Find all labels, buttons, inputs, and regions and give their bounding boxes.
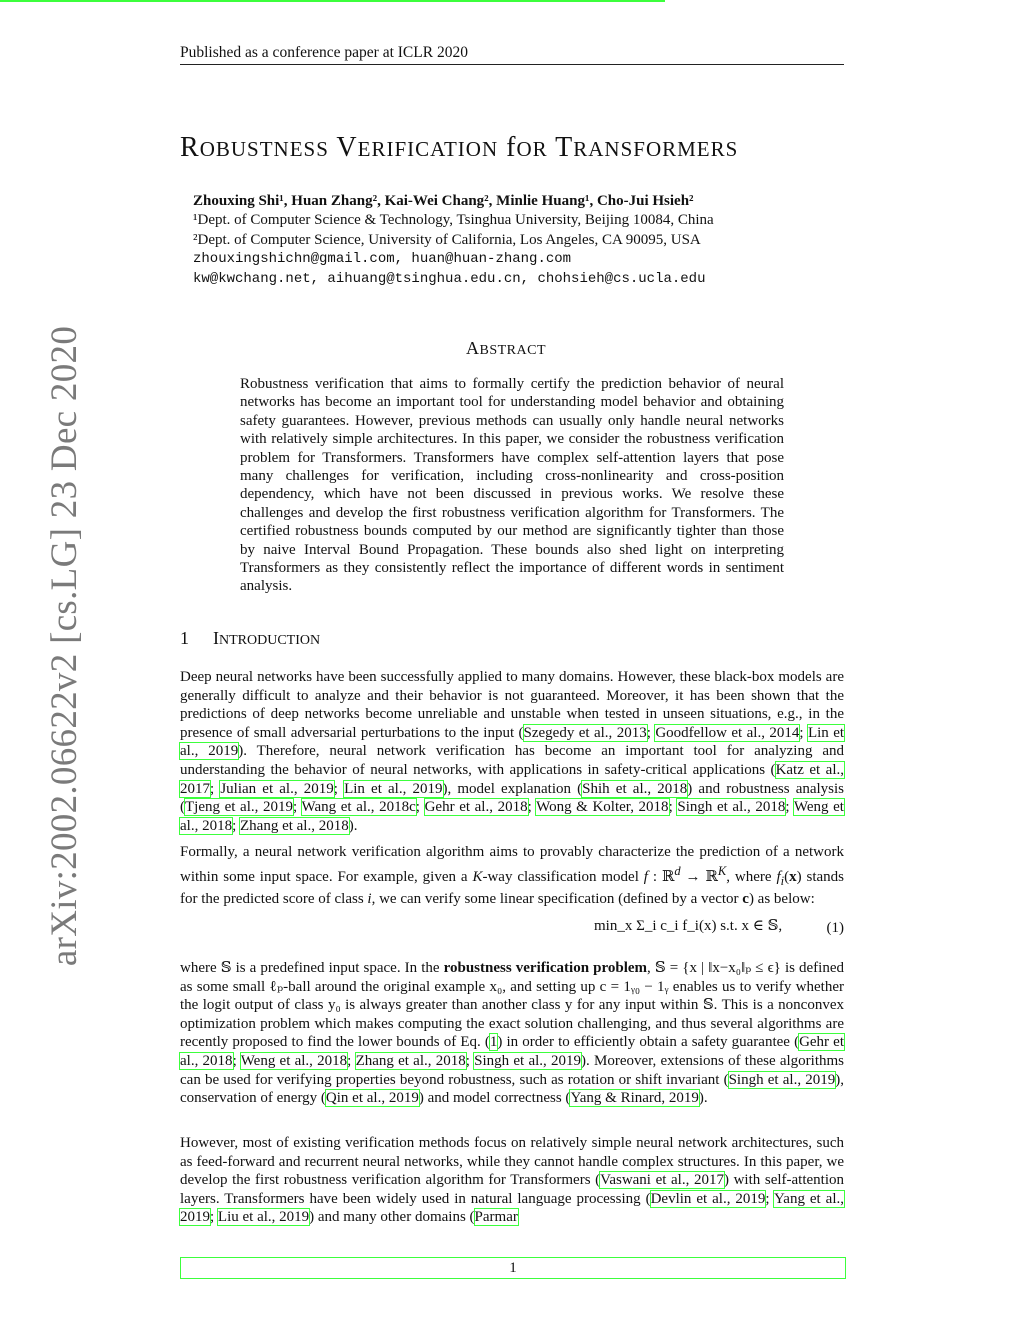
top-accent-bar <box>0 0 665 2</box>
citation-link[interactable]: Weng et al., 2018 <box>180 799 844 834</box>
text: ). Therefore, neural network verification has become an important tool for analyzing and understanding the behavior of neural networks, with applications in safety-critical applications ( <box>180 743 844 778</box>
citation-link[interactable]: Devlin et al., 2019 <box>650 1190 766 1207</box>
citation-link[interactable]: Gehr et al., 2018 <box>180 1034 844 1069</box>
text: ). <box>348 817 358 834</box>
bold-term: robustness verification problem <box>443 960 648 976</box>
citation-link[interactable]: Parmar <box>474 1209 518 1226</box>
citation-link[interactable]: Singh et al., 2019 <box>474 1052 582 1069</box>
intro-paragraph-3: where 𝕊 is a predefined input space. In the robustness verification problem, 𝕊 = {x | ‖x−x₀‖ₚ ≤ ϵ} is defined as some small ℓₚ-ball around the original example x₀, and setting up c = 1ᵧ₀ − 1ᵧ enables us to verify whether the logit output of class y₀ is always greater than another class y for any input within 𝕊. This is a nonconvex optimization problem which makes computing the exact solution challenging, and thus several algorithms are recently proposed to find the lower bounds of Eq. (1) in order to efficiently obtain a safety guarantee (Gehr et al., 2018; Weng et al., 2018; Zhang et al., 2018; Singh et al., 2019). Moreover, extensions of these algorithms can be used for verifying properties beyond robustness, such as rotation or shift invariant (Singh et al., 2019), conservation of energy (Qin et al., 2019) and model correctness (Yang & Rinard, 2019). <box>180 960 845 1107</box>
author-names: Zhouxing Shi¹, Huan Zhang², Kai-Wei Chang², Minlie Huang¹, Cho-Jui Hsieh² <box>193 193 694 209</box>
intro-paragraph-4: However, most of existing verification methods focus on relatively simple neural network architectures, such as feed-forward and recurrent neural networks, while they cannot handle complex structures. In this paper, we develop the first robustness verification algorithm for Transformers (Vaswani et al., 2017) with self-attention layers. Transformers have been widely used in natural language processing (Devlin et al., 2019; Yang et al., 2019; Liu et al., 2019) and many other domains (Parmar <box>180 1135 844 1226</box>
citation-link[interactable]: Julian et al., 2019 <box>220 780 334 797</box>
section-heading <box>180 628 320 649</box>
section-number: 1 <box>180 628 189 648</box>
text: Deep neural networks have been successfully applied to many domains. However, these black-box models are generally difficult to analyze and their behavior is not guaranteed. Moreover, it has been shown that the predictions of deep networks become unreliable and unstable when tested in unseen situations, e.g., in the presence of small adversarial perturbations to the input ( <box>180 669 844 741</box>
citation-link[interactable]: Wang et al., 2018c <box>301 799 416 816</box>
page-number[interactable]: 1 <box>180 1257 846 1279</box>
text: ) as below: <box>748 891 815 908</box>
text: stands for the predicted score of class <box>180 868 845 908</box>
citation-link[interactable]: Tjeng et al., 2019 <box>185 799 293 816</box>
text: , 𝕊 = {x | ‖x−x₀‖ₚ ≤ ϵ} is defined as some small ℓₚ-ball around the original example x₀, and setting up c = 1ᵧ₀ − 1ᵧ enables us to verify whether the logit output of class y₀ is always greater than another class y for any input within 𝕊. This is a nonconvex optimization problem which makes computing the exact solution challenging, and thus several algorithms are recently proposed to find the lower bounds of Eq. ( <box>180 960 844 1051</box>
citation-link[interactable]: Weng et al., 2018 <box>240 1052 348 1069</box>
citation-link[interactable]: Qin et al., 2019 <box>325 1090 419 1107</box>
emails-1: zhouxingshichn@gmail.com, huan@huan-zhang.com <box>193 251 572 268</box>
citation-link[interactable]: Liu et al., 2019 <box>217 1209 310 1226</box>
intro-paragraph-2: Formally, a neural network verification algorithm aims to provably characterize the prediction of a network within some input space. For example, given a K-way classification model f : ℝ$^d$ → ℝ$^K$, where $f_i(x)$ stands for the predicted score of class i, we can verify some linear specification (defined by a vector c) as below: <box>180 844 845 908</box>
text: ) with self-attention layers. Transformers have been widely used in natural language processing ( <box>180 1172 844 1207</box>
equation-number: (1) <box>826 920 844 936</box>
arxiv-stamp[interactable]: arXiv:2002.06622v2 [cs.LG] 23 Dec 2020 <box>44 325 85 967</box>
citation-link[interactable]: Katz et al., 2017 <box>180 761 844 797</box>
citation-link[interactable]: Goodfellow et al., 2014 <box>655 724 800 741</box>
equation-body: min_x Σ_i c_i f_i(x) s.t. x ∈ 𝕊, <box>594 918 783 934</box>
text: ) and many other domains ( <box>309 1209 475 1226</box>
citation-link[interactable]: Yang & Rinard, 2019 <box>570 1090 699 1107</box>
citation-link[interactable]: Shih et al., 2018 <box>582 780 688 797</box>
citation-link[interactable]: Vaswani et al., 2017 <box>600 1172 724 1189</box>
citation-link[interactable]: Zhang et al., 2018 <box>355 1052 466 1069</box>
citation-link[interactable]: Gehr et al., 2018 <box>424 799 528 816</box>
text: Formally, a neural network verification algorithm aims to provably characterize the prediction of a network within some input space. For example, given a <box>180 844 844 885</box>
text: -way classification model <box>482 868 644 885</box>
intro-paragraph-1: Deep neural networks have been successfully applied to many domains. However, these black-box models are generally difficult to analyze and their behavior is not guaranteed. Moreover, it has been shown that the predictions of deep networks become unreliable and unstable when tested in unseen situations, e.g., in the presence of small adversarial perturbations to the input (Szegedy et al., 2013; Goodfellow et al., 2014; Lin et al., 2019). Therefore, neural network verification has become an important tool for analyzing and understanding the behavior of neural networks, with applications in safety-critical applications (Katz et al., 2017; Julian et al., 2019; Lin et al., 2019), model explanation (Shih et al., 2018) and robustness analysis (Tjeng et al., 2019; Wang et al., 2018c; Gehr et al., 2018; Wong & Kolter, 2018; Singh et al., 2018; Weng et al., 2018; Zhang et al., 2018). <box>180 669 845 834</box>
author-block <box>193 192 853 289</box>
citation-link[interactable]: Wong & Kolter, 2018 <box>536 799 669 816</box>
citation-link[interactable]: Yang et al., 2019 <box>180 1190 844 1226</box>
text: ) and robustness analysis ( <box>180 780 845 816</box>
text: However, most of existing verification methods focus on relatively simple neural network architectures, such as feed-forward and recurrent neural networks, while they cannot handle complex structures. In this paper, we develop the first robustness verification algorithm for Transformers ( <box>180 1135 844 1189</box>
text: ). <box>698 1090 708 1107</box>
citation-link[interactable]: Singh et al., 2019 <box>728 1071 836 1088</box>
equation-reference-link[interactable]: 1 <box>489 1034 498 1051</box>
text: ). Moreover, extensions of these algorithms can be used for verifying properties beyond robustness, such as rotation or shift invariant ( <box>180 1052 845 1088</box>
section-title: INTRODUCTION <box>213 628 321 648</box>
affiliation-2: ²Dept. of Computer Science, University of California, Los Angeles, CA 90095, USA <box>193 231 701 248</box>
citation-link[interactable]: Singh et al., 2018 <box>677 799 786 816</box>
affiliation-1: ¹Dept. of Computer Science & Technology, Tsinghua University, Beijing 10084, China <box>193 212 714 229</box>
abstract-text: Robustness verification that aims to formally certify the prediction behavior of neural networks has become an important tool for understanding model behavior and obtaining safety guarantees. However, previous methods can usually only handle neural networks with relatively simple architectures. In this paper, we consider the robustness verification problem for Transformers. Transformers have complex self-attention layers that pose many challenges for verification, including cross-nonlinearity and cross-position dependency, which have not been discussed in previous works. We resolve these challenges and develop the first robustness verification algorithm for Transformers. The certified robustness bounds computed by our method are significantly tighter than those by naive Interval Bound Propagation. These bounds also shed light on interpreting Transformers as they consistently reflect the importance of different words in sentiment analysis. <box>240 376 784 595</box>
text: where <box>734 868 777 885</box>
text: ), conservation of energy ( <box>180 1071 844 1107</box>
paper-title: ROBUSTNESS VERIFICATION fOR TRANSFORMERS <box>180 132 739 163</box>
equation-1 <box>180 912 844 956</box>
text: ), model explanation ( <box>442 780 583 797</box>
text: , we can verify some linear specification (defined by a vector <box>371 891 743 908</box>
citation-link[interactable]: Zhang et al., 2018 <box>240 817 349 834</box>
citation-link[interactable]: Lin et al., 2019 <box>180 724 845 760</box>
text: ) and model correctness ( <box>418 1090 571 1107</box>
text: ) in order to efficiently obtain a safety guarantee ( <box>497 1034 800 1051</box>
abstract-heading: ABSTRACT <box>466 338 547 358</box>
conference-header: Published as a conference paper at ICLR 2020 <box>180 44 844 65</box>
emails-2: kw@kwchang.net, aihuang@tsinghua.edu.cn, chohsieh@cs.ucla.edu <box>193 270 706 287</box>
citation-link[interactable]: Lin et al., 2019 <box>344 780 443 797</box>
citation-link[interactable]: Szegedy et al., 2013 <box>523 724 647 741</box>
text: where 𝕊 is a predefined input space. In the <box>180 960 444 976</box>
